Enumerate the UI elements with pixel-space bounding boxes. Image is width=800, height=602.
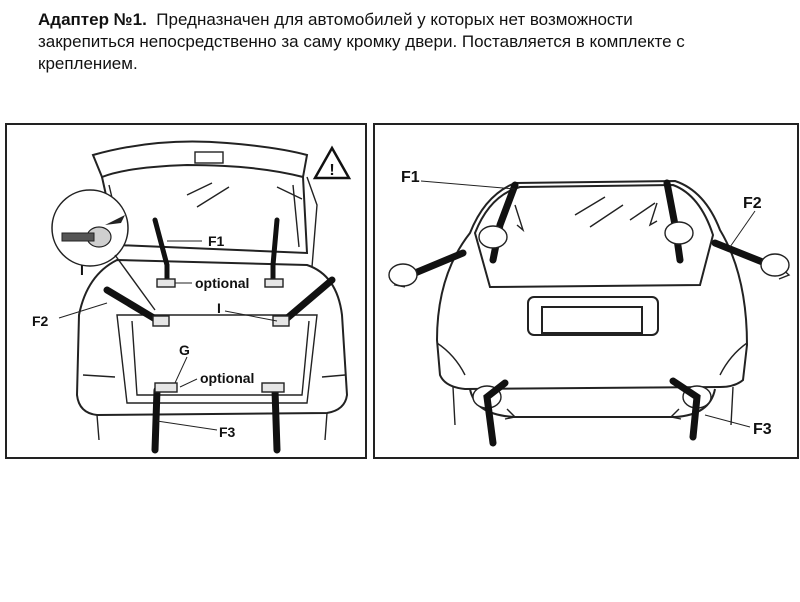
strap-f3-left xyxy=(155,390,157,450)
label-optional-bottom: optional xyxy=(200,370,255,386)
adapter-arm xyxy=(62,233,94,241)
tailgate-inner-lines xyxy=(109,185,299,247)
label-f2: F2 xyxy=(32,313,49,329)
left-illustration-panel xyxy=(5,123,367,459)
car-rear-view-drawing xyxy=(375,125,797,457)
label-f3: F3 xyxy=(753,421,772,438)
arrow-bottom-left xyxy=(505,409,515,419)
tailgate-top xyxy=(93,142,307,178)
svg-text:!: ! xyxy=(329,162,335,179)
license-plate xyxy=(542,307,642,333)
strap-f2-left xyxy=(415,253,463,273)
car-open-tailgate-drawing xyxy=(7,125,365,457)
label-f2: F2 xyxy=(743,195,762,212)
window-glare xyxy=(575,197,655,227)
glass-glare xyxy=(187,183,302,207)
license-plate-area xyxy=(528,297,658,335)
gas-strut xyxy=(307,177,317,267)
lead-f1 xyxy=(421,181,515,189)
hook-top-left xyxy=(157,279,175,287)
adapter-detail-inset xyxy=(52,190,128,266)
lead-optional-bottom xyxy=(180,379,197,387)
adapter-clip-left xyxy=(153,316,169,326)
label-i-right: I xyxy=(217,300,221,316)
hand-top-left xyxy=(479,226,507,248)
right-illustration-panel xyxy=(373,123,799,459)
lead-f2 xyxy=(730,211,755,247)
cargo-opening xyxy=(117,315,317,403)
strap-f3-left xyxy=(487,383,505,443)
strap-f1-left xyxy=(493,185,515,260)
label-g: G xyxy=(179,342,190,358)
lead-f3 xyxy=(705,415,750,427)
wheel-wells xyxy=(97,413,327,440)
hook-bottom-right xyxy=(262,383,284,392)
strap-f1-right xyxy=(273,220,277,265)
lead-f3 xyxy=(157,421,217,430)
warning-triangle-icon xyxy=(315,148,349,179)
header-text xyxy=(38,9,778,75)
label-f3: F3 xyxy=(219,424,236,440)
strap-f1-left xyxy=(155,220,167,265)
lead-g xyxy=(175,357,187,383)
adapter-title: Адаптер №1. xyxy=(38,10,147,29)
description-line-3: креплением. xyxy=(38,54,138,73)
label-f1: F1 xyxy=(401,169,420,186)
lead-i-right xyxy=(225,311,277,321)
label-f1: F1 xyxy=(208,233,225,249)
strap-f3-right xyxy=(275,390,277,450)
label-optional-top: optional xyxy=(195,275,250,291)
description-line-1: Предназначен для автомобилей у которых нет возможности xyxy=(156,10,633,29)
rear-bumper xyxy=(470,389,715,417)
hand-left xyxy=(389,264,417,286)
hand-right xyxy=(761,254,789,276)
description-line-2: закрепиться непосредственно за саму кромку двери. Поставляется в комплекте с xyxy=(38,32,685,51)
lead-f2 xyxy=(59,303,107,318)
hook-top-right xyxy=(265,279,283,287)
rear-light-lines xyxy=(437,343,747,375)
arrow-down-left xyxy=(515,205,523,230)
license-plate-light xyxy=(195,152,223,163)
hand-top-right xyxy=(665,222,693,244)
hook-bottom-left xyxy=(155,383,177,392)
strap-f2-right xyxy=(285,280,332,320)
label-i-inset: I xyxy=(80,262,84,278)
